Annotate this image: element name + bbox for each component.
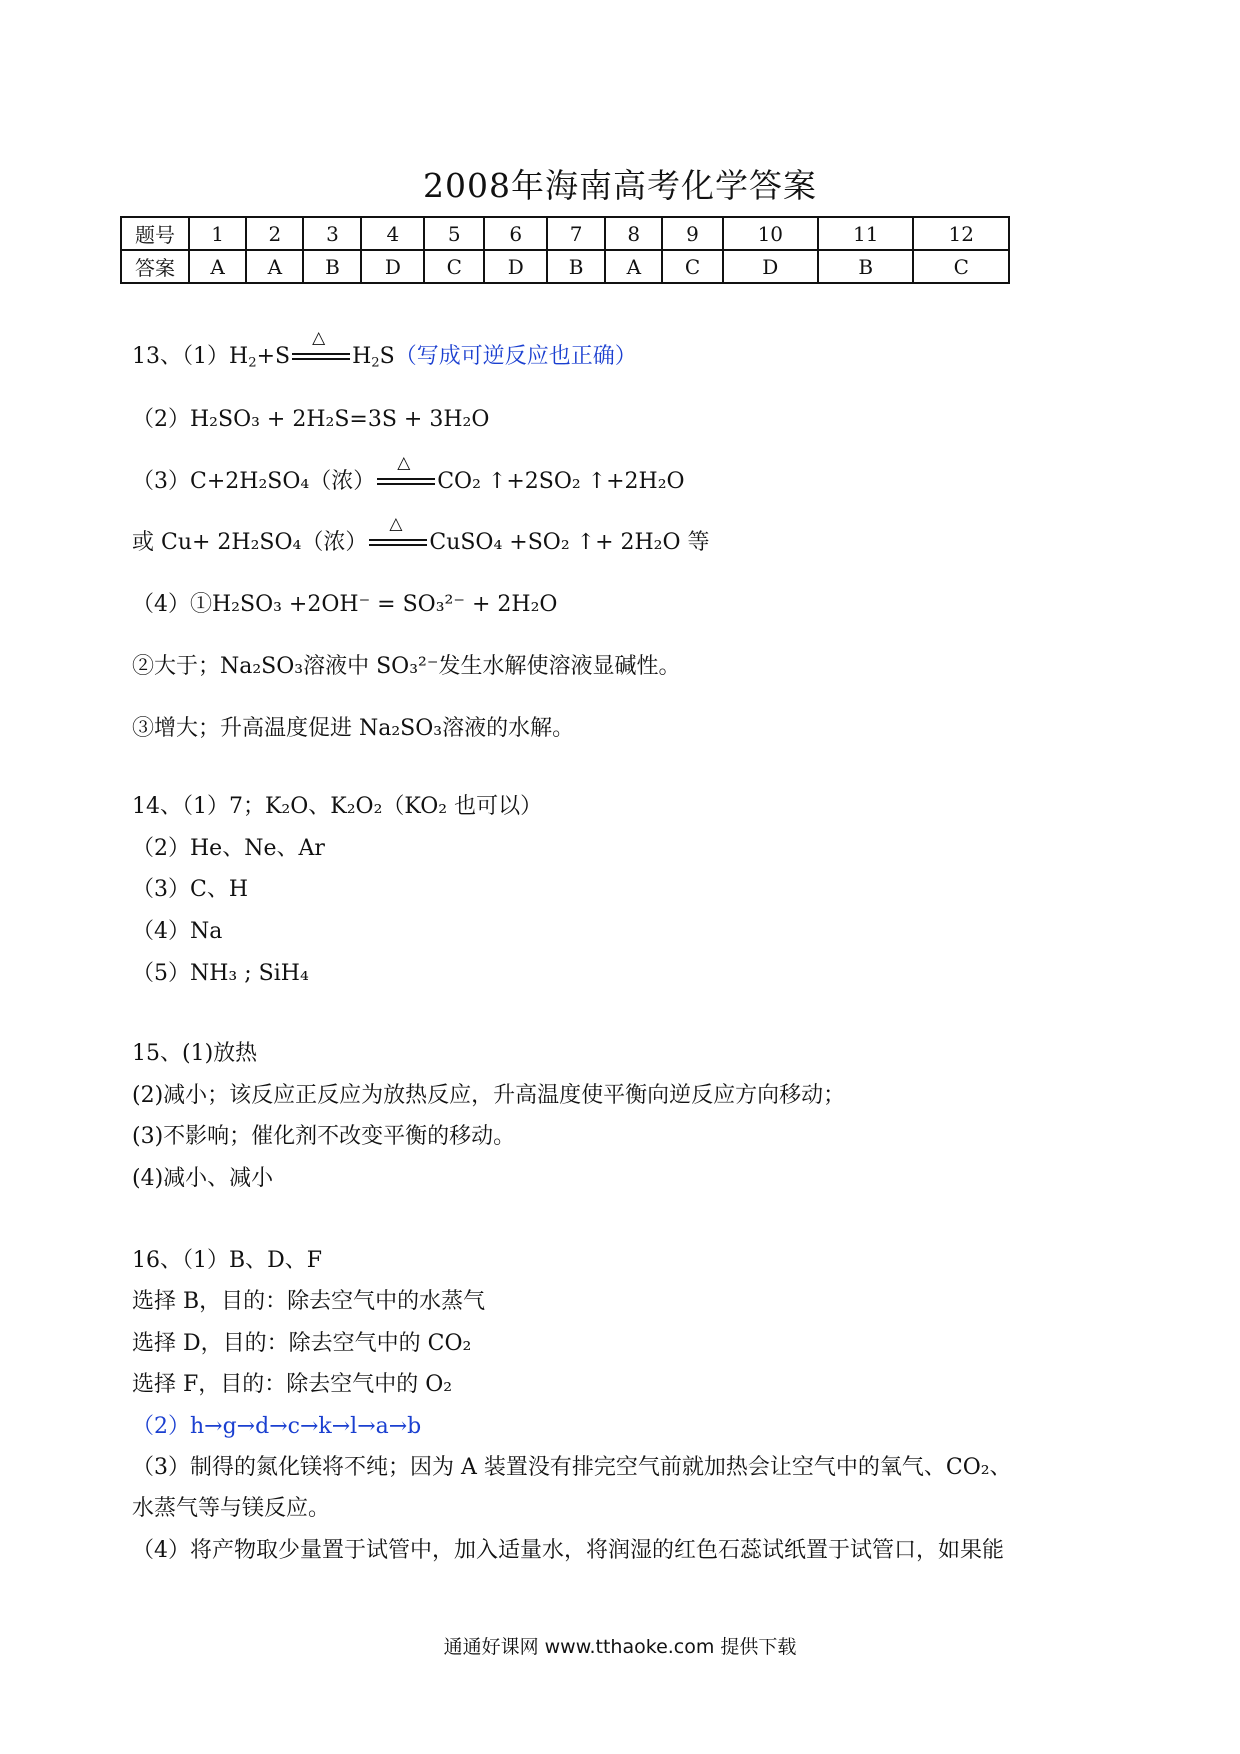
q13-part1: 13、$(1)H_2+S$ △ $H_2S$（写成可逆反应也正确） xyxy=(132,328,637,371)
table-cell: 7 xyxy=(547,217,605,250)
table-cell: A xyxy=(246,250,303,283)
delta-icon: △ xyxy=(389,514,403,534)
q13-note: （写成可逆反应也正确） xyxy=(394,344,637,369)
heat-equals-sign xyxy=(377,453,435,489)
q14-line4: （4）Na xyxy=(132,919,223,944)
table-cell: 12 xyxy=(913,217,1009,250)
table-cell: 5 xyxy=(424,217,484,250)
q14-line3: （3）C、H xyxy=(132,877,249,902)
table-cell: 9 xyxy=(662,217,722,250)
table-row-answers xyxy=(121,250,1009,283)
table-cell: 3 xyxy=(303,217,361,250)
heat-equals-sign xyxy=(292,328,350,364)
table-header-cell: 答案 xyxy=(121,250,189,283)
footer-credit: 通通好课网 www.tthaoke.com 提供下载 xyxy=(443,1636,797,1658)
table-cell: C xyxy=(424,250,484,283)
q16-line6: （3）制得的氮化镁将不纯；因为 A 装置没有排完空气前就加热会让空气中的氧气、CO₂、 xyxy=(132,1455,1012,1480)
delta-icon: △ xyxy=(397,453,411,473)
table-cell: C xyxy=(662,250,722,283)
q13-part3: （3）C+2H₂SO₄（浓） △ CO₂ ↑+2SO₂ ↑+2H₂O xyxy=(132,453,685,494)
table-cell: 4 xyxy=(361,217,424,250)
delta-icon: △ xyxy=(312,328,326,348)
q13-part4: （4）①H₂SO₃ +2OH⁻ = SO₃²⁻ + 2H₂O xyxy=(132,592,558,617)
table-cell: D xyxy=(361,250,424,283)
q15-line1: 15、(1)放热 xyxy=(132,1041,258,1066)
q15-line3: (3)不影响；催化剂不改变平衡的移动。 xyxy=(132,1124,516,1149)
q13-part4b: ②大于；Na₂SO₃溶液中 SO₃²⁻发生水解使溶液显碱性。 xyxy=(132,654,681,679)
table-cell: D xyxy=(723,250,818,283)
q14-line1: 14、（1）7；K₂O、K₂O₂（KO₂ 也可以） xyxy=(132,794,543,819)
table-cell: B xyxy=(547,250,605,283)
page-title: 2008年海南高考化学答案 xyxy=(423,166,817,205)
table-cell: C xyxy=(913,250,1009,283)
table-cell: A xyxy=(189,250,246,283)
q14-line5: （5）NH₃ ; SiH₄ xyxy=(132,961,309,986)
table-cell: 10 xyxy=(723,217,818,250)
table-cell: B xyxy=(818,250,913,283)
table-cell: B xyxy=(303,250,361,283)
heat-equals-sign xyxy=(369,514,427,550)
q13-part2: （2）H₂SO₃ + 2H₂S=3S + 3H₂O xyxy=(132,407,490,432)
q13-part4c: ③增大；升高温度促进 Na₂SO₃溶液的水解。 xyxy=(132,716,575,741)
table-cell: 6 xyxy=(484,217,547,250)
q13-part3-alt: 或 Cu+ 2H₂SO₄（浓） △ CuSO₄ +SO₂ ↑+ 2H₂O 等 xyxy=(132,514,710,555)
q16-line7: 水蒸气等与镁反应。 xyxy=(132,1496,331,1521)
table-cell: D xyxy=(484,250,547,283)
q16-line2: 选择 B，目的：除去空气中的水蒸气 xyxy=(132,1289,486,1314)
table-cell: 11 xyxy=(818,217,913,250)
table-cell: 2 xyxy=(246,217,303,250)
q16-line5: （2）h→g→d→c→k→l→a→b xyxy=(132,1414,422,1439)
table-cell: 8 xyxy=(605,217,662,250)
answer-table xyxy=(120,216,1010,284)
table-header-cell: 题号 xyxy=(121,217,189,250)
q15-line4: (4)减小、减小 xyxy=(132,1166,274,1191)
q15-line2: (2)减小；该反应正反应为放热反应，升高温度使平衡向逆反应方向移动； xyxy=(132,1083,846,1108)
q16-line3: 选择 D，目的：除去空气中的 CO₂ xyxy=(132,1331,472,1356)
q14-line2: （2）He、Ne、Ar xyxy=(132,836,325,861)
table-cell: 1 xyxy=(189,217,246,250)
q16-line1: 16、（1）B、D、F xyxy=(132,1248,323,1273)
q16-line4: 选择 F，目的：除去空气中的 O₂ xyxy=(132,1372,453,1397)
table-row-numbers xyxy=(121,217,1009,250)
table-cell: A xyxy=(605,250,662,283)
q16-line8: （4）将产物取少量置于试管中，加入适量水，将润湿的红色石蕊试纸置于试管口，如果能 xyxy=(132,1538,1005,1563)
